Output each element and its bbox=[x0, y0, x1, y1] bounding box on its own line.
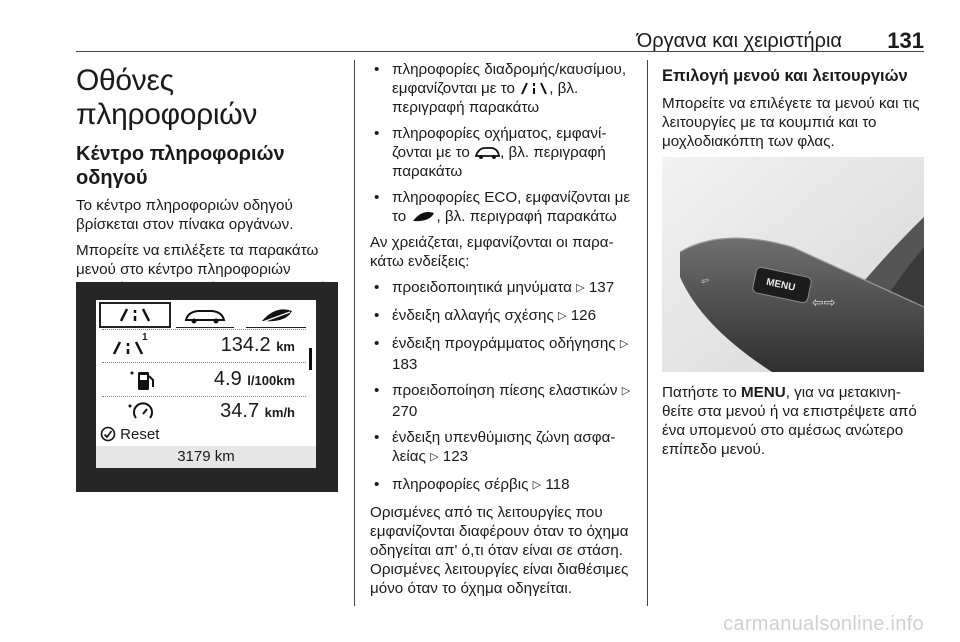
list-text: πληροφορίες οχήματος, εμφανίζονται με το bbox=[392, 125, 607, 161]
ref-triangle-icon: ▷ bbox=[430, 451, 439, 463]
list-text: ένδειξη υπενθύμισης ζώνη ασφαλείας bbox=[392, 429, 616, 465]
car-icon bbox=[474, 144, 500, 160]
speed-value bbox=[220, 400, 295, 423]
trip-fuel-icon bbox=[101, 304, 169, 326]
display-screen bbox=[96, 300, 316, 468]
text-run: Πατήστε το bbox=[662, 384, 742, 401]
list-item bbox=[370, 334, 632, 374]
column-2 bbox=[370, 60, 632, 605]
speed-number: 34.7 bbox=[220, 400, 260, 422]
bullet: • bbox=[374, 476, 380, 493]
page-ref[interactable]: 137 bbox=[588, 279, 615, 296]
page-ref[interactable]: 183 bbox=[392, 356, 418, 373]
paragraph-menu-selection: Μπορείτε να επιλέγετε τα μενού και τις λειτουργίες με τα κουμπιά και το μοχλοδιακόπτη των φλας. bbox=[662, 95, 920, 150]
tab-vehicle-info bbox=[176, 303, 234, 328]
text-run: , για να μετακινηθείτε στα μενού ή να επιστρέψετε από ένα υπομενού στο αμέσως ανώτερο επίπεδο μενού. bbox=[662, 384, 917, 458]
tab-separator bbox=[102, 329, 306, 330]
page-number: 131 bbox=[887, 28, 924, 53]
menu-keyword: MENU bbox=[741, 384, 786, 401]
header-rule bbox=[76, 51, 924, 52]
turn-signal-lever-photo bbox=[662, 157, 924, 372]
eco-leaf-icon bbox=[410, 208, 436, 224]
page-ref[interactable]: 270 bbox=[392, 403, 418, 420]
section-heading-menu: Επιλογή μενού και λειτουργιών bbox=[662, 67, 908, 85]
scroll-indicator bbox=[309, 348, 312, 370]
ref-triangle-icon: ▷ bbox=[619, 338, 629, 350]
bullet: • bbox=[374, 382, 380, 399]
menu-list bbox=[370, 60, 632, 226]
subsection-heading: Κέντρο πληροφοριών οδηγού bbox=[76, 143, 285, 189]
paragraph-closing: Ορισμένες από τις λειτουργίες που εμφανίζονται διαφέρουν όταν το όχημα οδηγείται απ' ό,τι όταν είναι σε στάση. Ορισμένες λειτουργίες είναι διαθέσιμες μόνο όταν το όχημα οδηγείται. bbox=[370, 504, 629, 597]
column-divider-2 bbox=[647, 60, 648, 606]
odometer-value: 3179 km bbox=[177, 448, 235, 465]
trip-distance-value bbox=[221, 334, 295, 357]
paragraph-indications: Αν χρειάζεται, εμφανίζονται οι παρακάτω ενδείξεις: bbox=[370, 234, 614, 270]
driver-info-display-figure bbox=[76, 282, 338, 492]
list-item bbox=[370, 306, 632, 327]
speedometer-icon bbox=[124, 400, 164, 426]
page-ref[interactable]: 118 bbox=[545, 476, 570, 493]
bullet: • bbox=[374, 307, 380, 324]
list-text: ένδειξη αλλαγής σχέσης bbox=[392, 307, 559, 324]
tab-trip-fuel bbox=[99, 302, 171, 328]
paragraph-location: Το κέντρο πληροφοριών οδηγού βρίσκεται στον πίνακα οργάνων. bbox=[76, 197, 294, 233]
list-text: πληροφορίες σέρβις bbox=[392, 476, 533, 493]
list-item-eco bbox=[370, 188, 632, 226]
menu-button-label: MENU bbox=[765, 276, 797, 294]
fuel-pump-icon bbox=[126, 368, 166, 394]
watermark: carmanualsonline.info bbox=[723, 613, 924, 635]
ref-triangle-icon: ▷ bbox=[558, 310, 567, 322]
consumption-number: 4.9 bbox=[213, 368, 242, 390]
column-divider-1 bbox=[354, 60, 355, 606]
bullet: • bbox=[374, 61, 380, 78]
row-separator bbox=[102, 362, 306, 363]
indications-list bbox=[370, 278, 632, 496]
column-3 bbox=[662, 60, 924, 158]
consumption-value bbox=[214, 368, 295, 391]
svg-text:⇦: ⇦ bbox=[699, 274, 711, 288]
list-text: προειδοποίηση πίεσης ελαστικών bbox=[392, 382, 622, 399]
column-3-lower bbox=[662, 383, 924, 466]
list-text: προειδοποιητικά μηνύματα bbox=[392, 279, 577, 296]
list-item-trip bbox=[370, 60, 632, 117]
trip-number-superscript: 1 bbox=[142, 332, 148, 343]
list-text: πληροφορίες διαδρομής/καυσίμου, εμφανίζονται με το bbox=[392, 61, 627, 97]
ref-triangle-icon: ▷ bbox=[621, 385, 631, 397]
bullet: • bbox=[374, 189, 380, 206]
ref-triangle-icon: ▷ bbox=[576, 282, 585, 294]
list-text: , βλ. περιγραφή παρακάτω bbox=[436, 208, 617, 225]
bullet: • bbox=[374, 335, 380, 352]
ref-triangle-icon: ▷ bbox=[532, 479, 542, 491]
page-ref[interactable]: 123 bbox=[442, 448, 469, 465]
reset-text: Reset bbox=[120, 426, 160, 443]
tab-eco bbox=[246, 303, 306, 328]
trip-value: 134.2 bbox=[220, 334, 271, 356]
trip-fuel-icon bbox=[110, 336, 162, 360]
running-header-title: Όργανα και χειριστήρια bbox=[636, 30, 842, 52]
adjust-arrows-icon: ⇦⇨ bbox=[812, 294, 836, 310]
list-item bbox=[370, 428, 632, 468]
list-text: πληροφορίες ECO, εμφανίζονται με το bbox=[392, 189, 631, 225]
bullet: • bbox=[374, 279, 380, 296]
list-text: ένδειξη προγράμματος οδήγησης bbox=[392, 335, 620, 352]
list-item bbox=[370, 278, 632, 299]
trip-fuel-icon bbox=[519, 80, 549, 96]
list-item-vehicle bbox=[370, 124, 632, 181]
trip-unit: km bbox=[276, 339, 295, 354]
paragraph-menus: Μπορείτε να επιλέξετε τα παρακάτω μενού στο κέντρο πληροφοριών bbox=[76, 242, 319, 278]
list-item bbox=[370, 475, 632, 496]
eco-leaf-icon bbox=[246, 303, 306, 327]
bullet: • bbox=[374, 429, 380, 446]
consumption-unit: l/100km bbox=[247, 373, 295, 388]
bullet: • bbox=[374, 125, 380, 142]
list-text: , βλ. περιγραφή παρακάτω bbox=[392, 144, 606, 180]
speed-unit: km/h bbox=[264, 405, 295, 420]
check-circle-icon bbox=[100, 426, 116, 442]
list-text: , βλ. περιγραφή παρακάτω bbox=[392, 80, 579, 116]
reset-label bbox=[100, 426, 159, 443]
car-icon bbox=[176, 303, 234, 327]
row-separator bbox=[102, 396, 306, 397]
list-item bbox=[370, 381, 632, 421]
section-heading: Οθόνες πληροφοριών bbox=[76, 64, 258, 131]
lever-illustration bbox=[662, 157, 924, 372]
odometer-bar bbox=[96, 446, 316, 468]
page-ref[interactable]: 126 bbox=[570, 307, 597, 324]
paragraph-menu-press bbox=[662, 383, 924, 459]
